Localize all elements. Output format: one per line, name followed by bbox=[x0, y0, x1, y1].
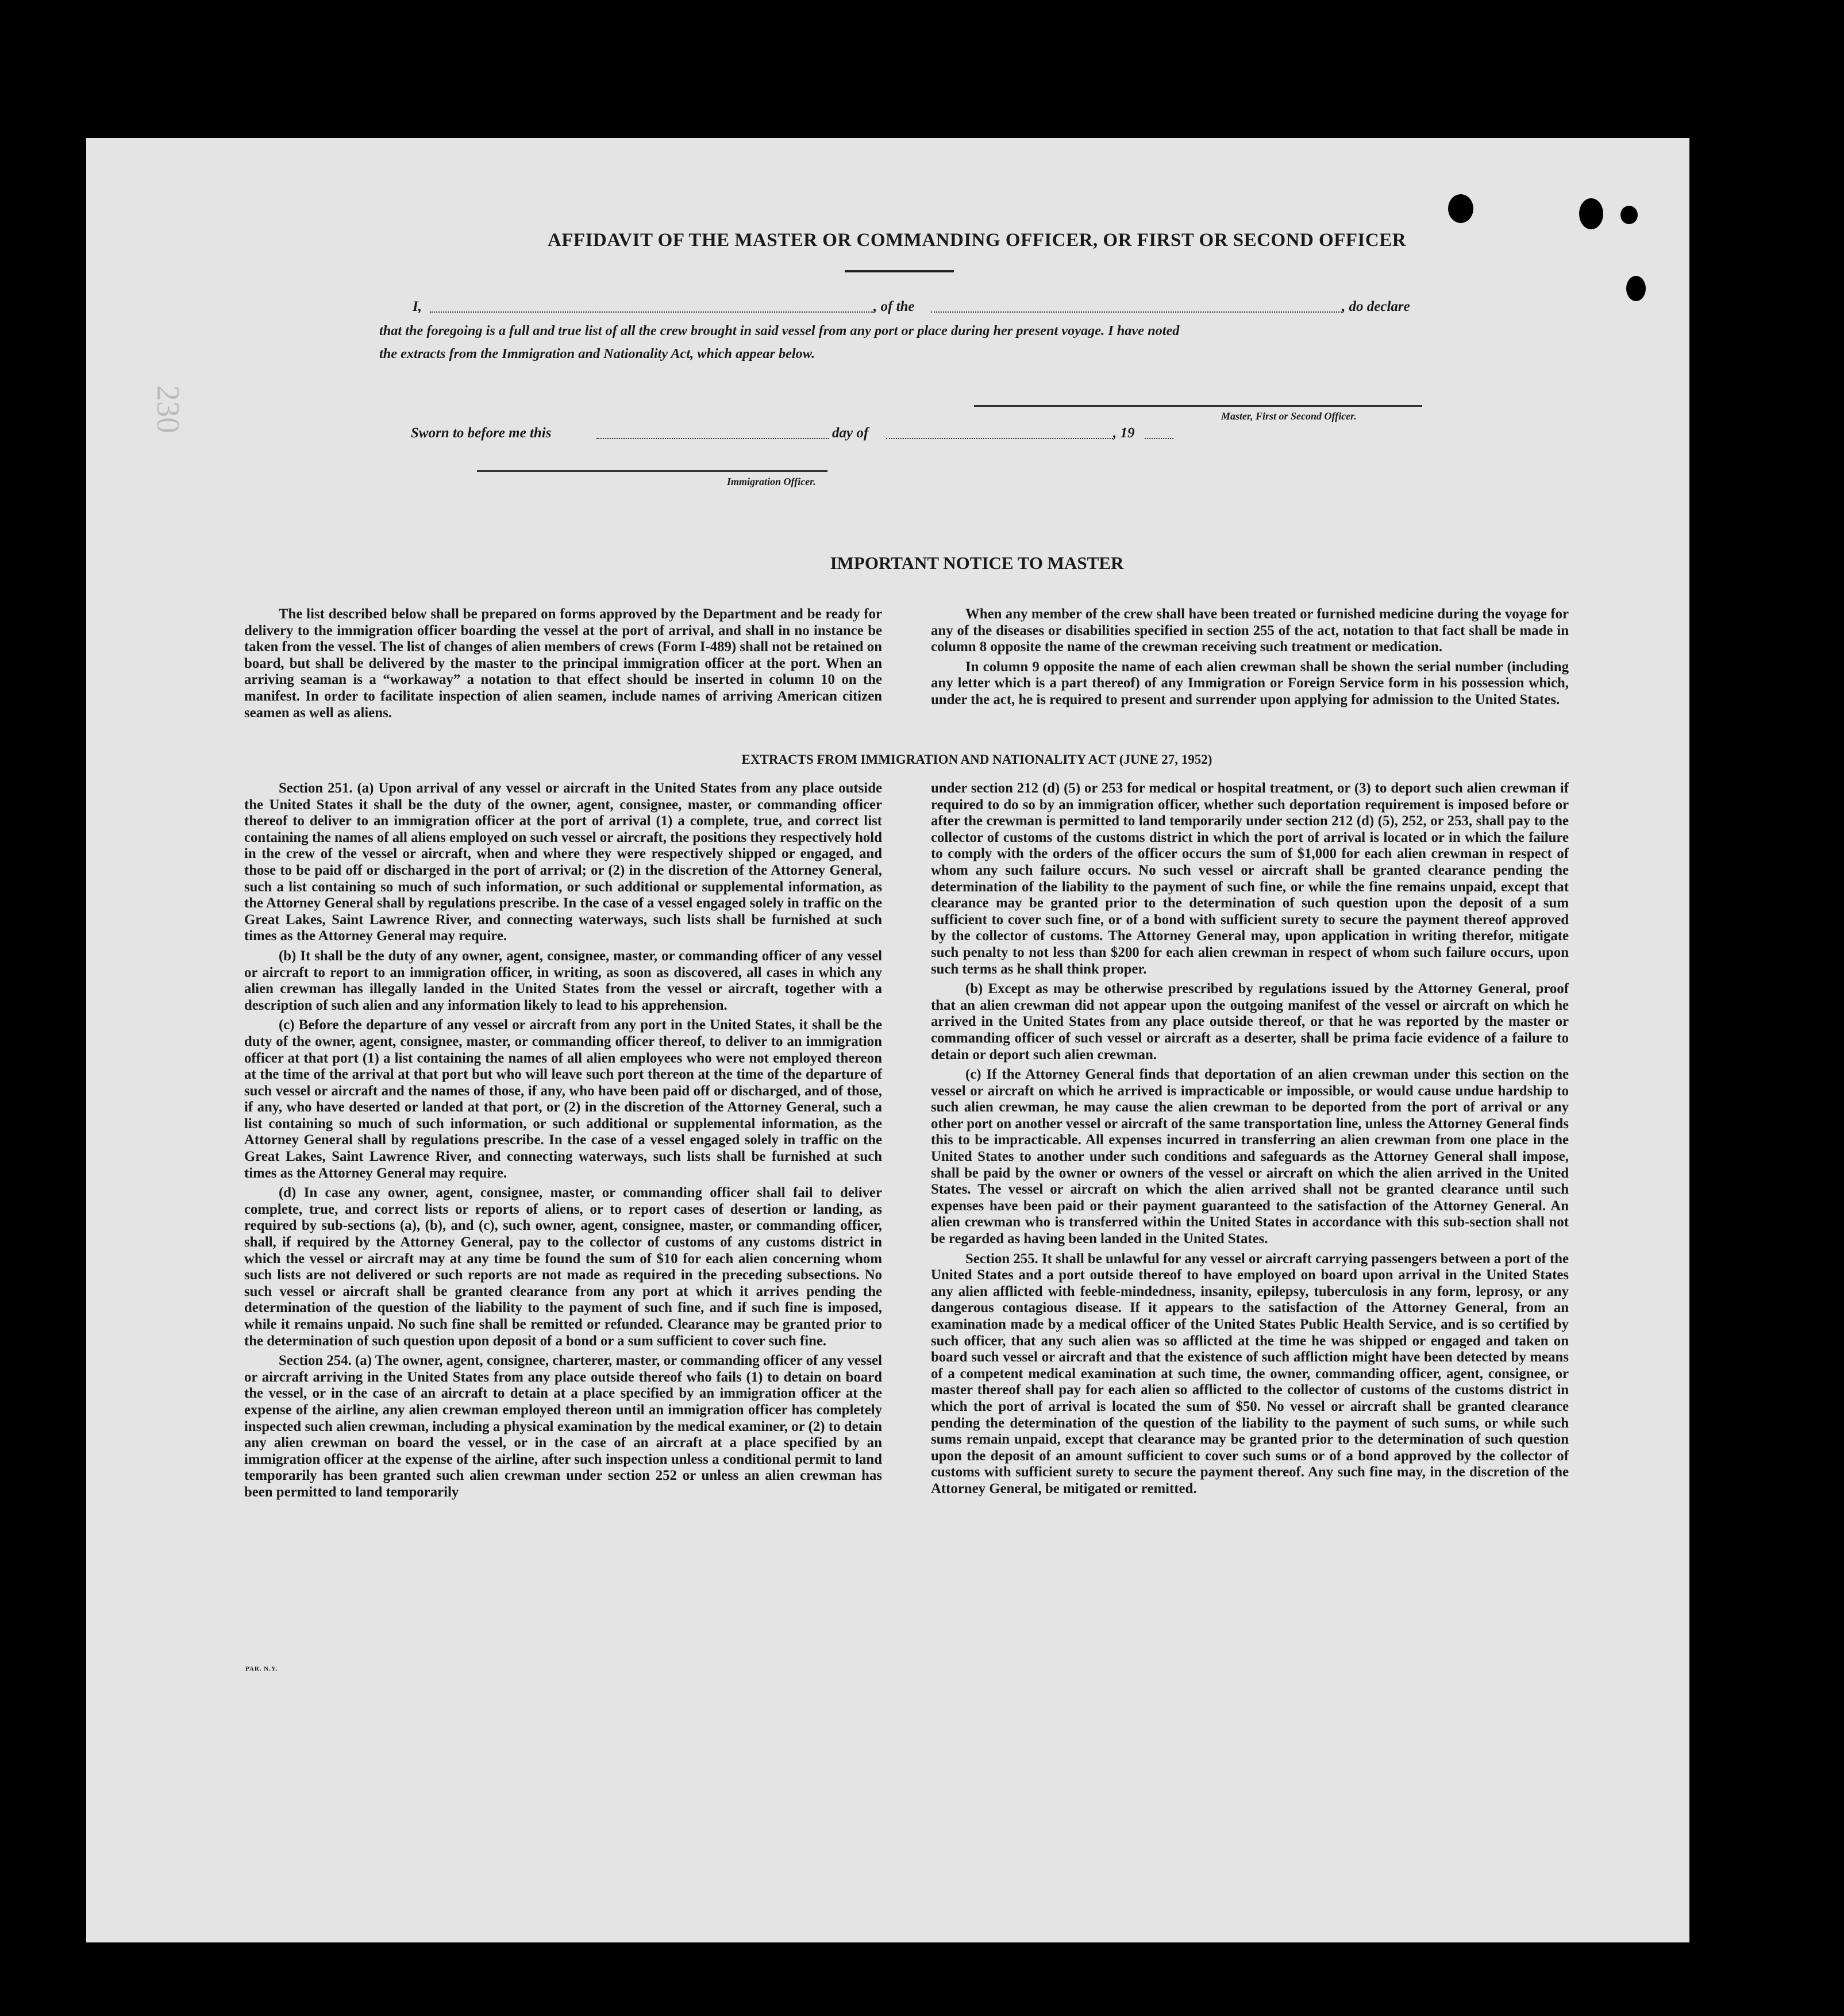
ink-blot bbox=[1626, 276, 1646, 301]
sworn-month-field[interactable] bbox=[886, 438, 1113, 439]
section-251c: (c) Before the departure of any vessel or aircraft from any port in the United States, it shall be the duty of the owner, agent, consignee, master, or commanding officer thereof, to deliver to an immigration officer at that port (1) a list containing the names of all alien employees who were not employed thereon at the time of the arrival at that port but who will leave such port thereon at the time of the departure of such vessel or aircraft and the names of those, if any, who have been paid off or discharged, and of those, if any, who have deserted or landed at that port, or (2) in the discretion of the Attorney General, such a list containing so much of such information, or such additional or supplemental information, as the Attorney General shall by regulations prescribe. In the case of a vessel engaged solely in traffic on the Great Lakes, Saint Lawrence River, and connecting waterways, such lists shall be furnished at such times as the Attorney General may require. bbox=[244, 1017, 882, 1181]
extracts-left-column bbox=[244, 780, 882, 1501]
sworn-label: Sworn to before me this bbox=[411, 425, 552, 441]
do-declare-label: , do declare bbox=[1342, 299, 1410, 314]
notice-paragraph: When any member of the crew shall have been treated or furnished medicine during the voyage for any of the diseases or disabilities specified in section 255 of the act, notation to that fact shall be made in column 8 opposite the name of the crewman receiving such treatment or medication. bbox=[931, 606, 1569, 655]
title-underline bbox=[845, 270, 954, 272]
notice-title: IMPORTANT NOTICE TO MASTER bbox=[830, 553, 1124, 573]
officer-signature-line[interactable] bbox=[477, 470, 827, 472]
ink-blot bbox=[1620, 206, 1638, 224]
extracts-right-column bbox=[931, 780, 1569, 1498]
master-signature-label: Master, First or Second Officer. bbox=[1221, 410, 1357, 422]
year-label: , 19 bbox=[1113, 425, 1135, 441]
section-251b: (b) It shall be the duty of any owner, agent, consignee, master, or commanding officer of any vessel or aircraft to report to an immigration officer, in writing, as soon as discovered, all cases in which any alien crewman has illegally landed in the United States from the vessel or aircraft, together with a description of such alien and any information likely to lead to his apprehension. bbox=[244, 948, 882, 1013]
declaration-line-2: that the foregoing is a full and true list of all the crew brought in said vessel from any port or place during her present voyage. I have noted bbox=[379, 323, 1180, 338]
notice-paragraph: The list described below shall be prepared on forms approved by the Department and be ready for delivery to the immigration officer boarding the vessel at the port of arrival, and shall in no instance be taken from the vessel. The list of changes of alien members of crews (Form I-489) shall not be retained on board, but shall be delivered by the master to the principal immigration officer at the port. When an arriving seaman is a “workaway” a notation to that effect should be inserted in column 10 on the manifest. In order to facilitate inspection of alien seamen, include names of arriving American citizen seamen as well as aliens. bbox=[244, 606, 882, 721]
notice-right-column bbox=[931, 606, 1569, 709]
vessel-name-field[interactable] bbox=[931, 311, 1342, 313]
section-255: Section 255. It shall be unlawful for any vessel or aircraft carrying passengers between a port of the United States and a port outside thereof to have employed on board upon arrival in the United States any alien afflicted with feeble-mindedness, insanity, epilepsy, tuberculosis in any form, leprosy, or any dangerous contagious disease. If it appears to the satisfaction of the Attorney General, from an examination made by a medical officer of the United States Public Health Service, and is so certified by such officer, that any such alien was so afflicted at the time he was shipped or engaged and taken on board such vessel or aircraft and that the existence of such affliction might have been detected by means of a competent medical examination at such time, the owner, commanding officer, agent, consignee, or master thereof shall pay for each alien so afflicted to the collector of customs of the customs district in which the port of arrival is located the sum of $50. No vessel or aircraft shall be granted clearance pending the determination of the question of the liability to the payment of such sums, or while such sums remain unpaid, except that clearance may be granted prior to the determination of such question upon the deposit of an amount sufficient to cover such sums or of a bond approved by the collector of customs with sufficient surety to secure the payment thereof. Any such fine may, in the discretion of the Attorney General, be mitigated or remitted. bbox=[931, 1251, 1569, 1496]
sworn-year-field[interactable] bbox=[1145, 438, 1173, 439]
section-254a: Section 254. (a) The owner, agent, consignee, charterer, master, or commanding officer of any vessel or aircraft arriving in the United States from any place outside thereof who fails (1) to detain on board the vessel, or in the case of an aircraft to detain at a place specified by an immigration officer at the expense of the airline, any alien crewman employed thereon until an immigration officer has completely inspected such alien crewman, including a physical examination by the medical examiner, or (2) to detain any alien crewman on board the vessel, or in the case of an aircraft at a place specified by an immigration officer at the expense of the airline, after such inspection unless a conditional permit to land temporarily has been granted such alien crewman under section 252 or unless an alien crewman has been permitted to land temporarily bbox=[244, 1353, 882, 1500]
declarant-lead: I, bbox=[413, 299, 422, 314]
section-251a: Section 251. (a) Upon arrival of any vessel or aircraft in the United States from any place outside the United States it shall be the duty of the owner, agent, consignee, master, or commanding officer thereof to deliver to an immigration officer at the port of arrival (1) a complete, true, and correct list containing the names of all aliens employed on such vessel or aircraft, the positions they respectively hold in the crew of the vessel or aircraft, when and where they were respectively shipped or engaged, and those to be paid off or discharged in the port of arrival; or (2) in the discretion of the Attorney General, such a list containing so much of such information, or such additional or supplemental information, as the Attorney General shall by regulations prescribe. In the case of a vessel engaged solely in traffic on the Great Lakes, Saint Lawrence River, and connecting waterways, such lists shall be furnished at such times as the Attorney General may require. bbox=[244, 780, 882, 944]
master-signature-line[interactable] bbox=[974, 405, 1422, 407]
ink-blot bbox=[1448, 194, 1473, 223]
sworn-day-field[interactable] bbox=[596, 438, 829, 439]
officer-signature-label: Immigration Officer. bbox=[727, 476, 816, 487]
declarant-name-field[interactable] bbox=[430, 311, 873, 313]
faint-margin-stamp: · · · · · · · · bbox=[1692, 1079, 1733, 1391]
day-of-label: day of bbox=[832, 425, 869, 441]
declaration-line-3: the extracts from the Immigration and Nationality Act, which appear below. bbox=[379, 346, 815, 361]
form-page bbox=[86, 138, 1733, 1942]
section-251d: (d) In case any owner, agent, consignee, master, or commanding officer shall fail to deliver complete, true, and correct lists or reports of aliens, or to report cases of desertion or landing, as required by sub-sections (a), (b), and (c), such owner, agent, consignee, master, or commanding officer, shall, if required by the Attorney General, pay to the collector of customs of any customs district in which the vessel or aircraft may at any time be found the sum of $10 for each alien concerning whom such lists are not delivered or such reports are not made as required in the preceding subsections. No such vessel or aircraft shall be granted clearance from any port at which it arrives pending the determination of the question of the liability to the payment of such fine, and if such fine is imposed, while it remains unpaid. No such fine shall be remitted or refunded. Clearance may be granted prior to the determination of such question upon deposit of a bond or a sum sufficient to cover such fine. bbox=[244, 1185, 882, 1349]
ink-blot bbox=[1579, 198, 1603, 229]
notice-left-column bbox=[244, 606, 882, 721]
extracts-title: EXTRACTS FROM IMMIGRATION AND NATIONALITY ACT (JUNE 27, 1952) bbox=[741, 752, 1212, 767]
section-254c: (c) If the Attorney General finds that deportation of an alien crewman under this section on the vessel or aircraft on which he arrived is impracticable or impossible, or would cause undue hardship to such alien crewman, he may cause the alien crewman to be deported from the port of arrival or any other port on another vessel or aircraft of the same transportation line, unless the Attorney General finds this to be impracticable. All expenses incurred in transferring an alien crewman from one place in the United States to another under such conditions and safeguards as the Attorney General shall impose, shall be paid by the owner or owners of the vessel or aircraft on which the alien arrived in the United States. The vessel or aircraft on which the alien arrived shall not be granted clearance until such expenses have been paid or their payment guaranteed to the satisfaction of the Attorney General. An alien crewman who is transferred within the United States in accordance with this sub-section shall not be regarded as having been landed in the United States. bbox=[931, 1067, 1569, 1247]
affidavit-title: AFFIDAVIT OF THE MASTER OR COMMANDING OFFICER, OR FIRST OR SECOND OFFICER bbox=[547, 230, 1407, 251]
faint-stamp: 230 bbox=[150, 385, 186, 433]
notice-paragraph: In column 9 opposite the name of each alien crewman shall be shown the serial number (including any letter which is a part thereof) of any Immigration or Foreign Service form in his possession which, under the act, he is required to present and surrender upon applying for admission to the United States. bbox=[931, 659, 1569, 707]
section-254a-continued: under section 212 (d) (5) or 253 for medical or hospital treatment, or (3) to deport such alien crewman if required to do so by an immigration officer, whether such deportation requirement is imposed before or after the crewman is permitted to land temporarily under section 212 (d) (5), 252, or 253, shall pay to the collector of customs of the customs district in which the port of arrival is located or in which the failure to comply with the orders of the officer occurs the sum of $1,000 for each alien crewman in respect of whom any such failure occurs. No such vessel or aircraft shall be granted clearance pending the determination of the liability to the payment of such fine, or while the fine remains unpaid, except that clearance may be granted prior to the determination of such question upon the deposit of a sum sufficient to cover such fine, or of a bond with sufficient surety to secure the payment thereof approved by the collector of customs. The Attorney General may, upon application in writing therefor, mitigate such penalty to not less than $200 for each alien crewman in respect of whom such failure occurs, upon such terms as he shall think proper. bbox=[931, 780, 1569, 977]
of-the-label: , of the bbox=[873, 299, 915, 314]
printer-mark: PAR. N.Y. bbox=[245, 1665, 278, 1672]
section-254b: (b) Except as may be otherwise prescribed by regulations issued by the Attorney General, proof that an alien crewman did not appear upon the outgoing manifest of the vessel or aircraft on which he arrived in the United States from any place outside thereof, or that he was reported by the master or commanding officer of such vessel or aircraft as a deserter, shall be prima facie evidence of a failure to detain or deport such alien crewman. bbox=[931, 981, 1569, 1063]
